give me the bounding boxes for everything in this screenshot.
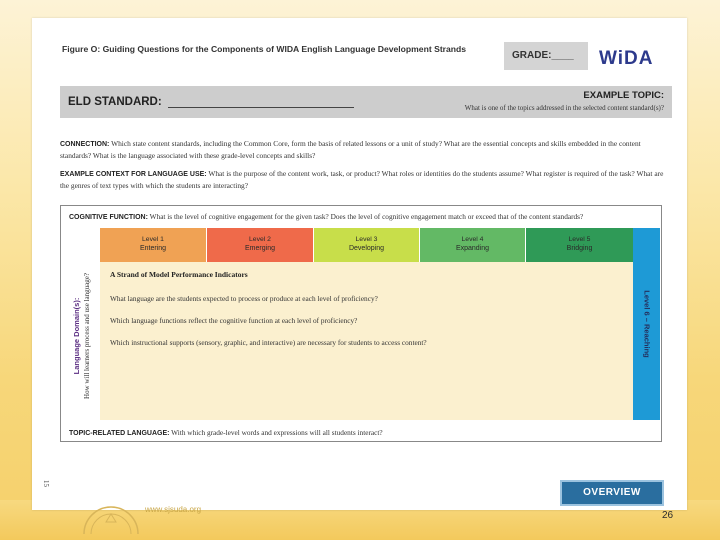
strand-question-1: What language are the students expected to process or produce at each level of proficiency? (110, 294, 378, 303)
slide-number: 26 (662, 510, 674, 521)
level-2-cell (207, 228, 314, 262)
level-3-name: Developing (348, 245, 385, 252)
level-5-number: Level 5 (568, 236, 591, 243)
language-domain-label: Language Domain(s): (72, 297, 81, 375)
context-label: EXAMPLE CONTEXT FOR LANGUAGE USE: (60, 171, 207, 178)
context-text: What is the purpose of the content work, task, or product? What roles or identities do the students assume? What register is required of the task? What are the genres of text types with which the students are interacting? (60, 169, 664, 190)
seal-icon (76, 494, 146, 534)
level-1-name: Entering (139, 245, 167, 252)
strand-content-area (100, 262, 633, 420)
strand-question-3: Which instructional supports (sensory, graphic, and interactive) are necessary for students to access content? (110, 338, 427, 347)
topic-related-text: With which grade-level words and expressions will all students interact? (171, 428, 383, 437)
level-4-cell (420, 228, 526, 262)
document-page-number: 15 (42, 480, 50, 487)
example-topic-question: What is one of the topics addressed in the selected content standard(s)? (464, 104, 664, 112)
strand-title: A Strand of Model Performance Indicators (110, 270, 248, 279)
level-6-column (633, 228, 660, 420)
topic-related-label: TOPIC-RELATED LANGUAGE: (69, 430, 170, 437)
proficiency-levels-row (100, 228, 633, 262)
eld-standard-label: ELD STANDARD: (68, 96, 162, 108)
language-domain-side-label (65, 256, 99, 416)
level-4-number: Level 4 (461, 236, 484, 243)
figure-title: Figure O: Guiding Questions for the Components of WIDA English Language Development Strands (62, 44, 467, 54)
connection-paragraph (60, 138, 672, 161)
connection-label: CONNECTION: (60, 141, 110, 148)
document-page (32, 18, 687, 510)
grade-box: GRADE:____ (504, 42, 588, 70)
level-1-number: Level 1 (142, 236, 164, 243)
wida-logo: WiDA (599, 48, 654, 69)
eld-standard-blank-line (168, 107, 354, 108)
level-4-name: Expanding (455, 245, 490, 252)
footer-url[interactable]: www.sjsuda.org (145, 505, 202, 514)
level-6-label: Level 6 – Reaching (642, 290, 651, 358)
context-paragraph (60, 168, 672, 191)
strand-question-2: Which language functions reflect the cognitive function at each level of proficiency? (110, 316, 358, 325)
example-topic-label: EXAMPLE TOPIC: (583, 90, 664, 101)
cognitive-function-text: What is the level of cognitive engagement for the given task? Does the level of cognitive engagement match or exceed that of the content standards? (149, 212, 584, 221)
connection-text: Which state content standards, including the Common Core, form the basis of related lessons or a unit of study? What are the essential concepts and skills embedded in the content standards? What is the language associated with these grade-level concepts and skills? (60, 139, 641, 160)
level-5-name: Bridging (566, 245, 593, 252)
level-2-number: Level 2 (249, 236, 271, 243)
cognitive-function-row (69, 212, 659, 221)
level-3-cell (314, 228, 420, 262)
level-1-cell (100, 228, 207, 262)
level-3-number: Level 3 (355, 236, 378, 243)
eld-standard-band (60, 86, 672, 118)
topic-related-row (69, 428, 659, 437)
strand-frame (60, 205, 662, 442)
level-2-name: Emerging (245, 245, 275, 252)
cognitive-function-label: COGNITIVE FUNCTION: (69, 214, 148, 221)
level-5-cell (526, 228, 633, 262)
overview-button[interactable]: OVERVIEW (560, 480, 664, 506)
language-domain-question: How will learners process and use language? (83, 273, 91, 399)
